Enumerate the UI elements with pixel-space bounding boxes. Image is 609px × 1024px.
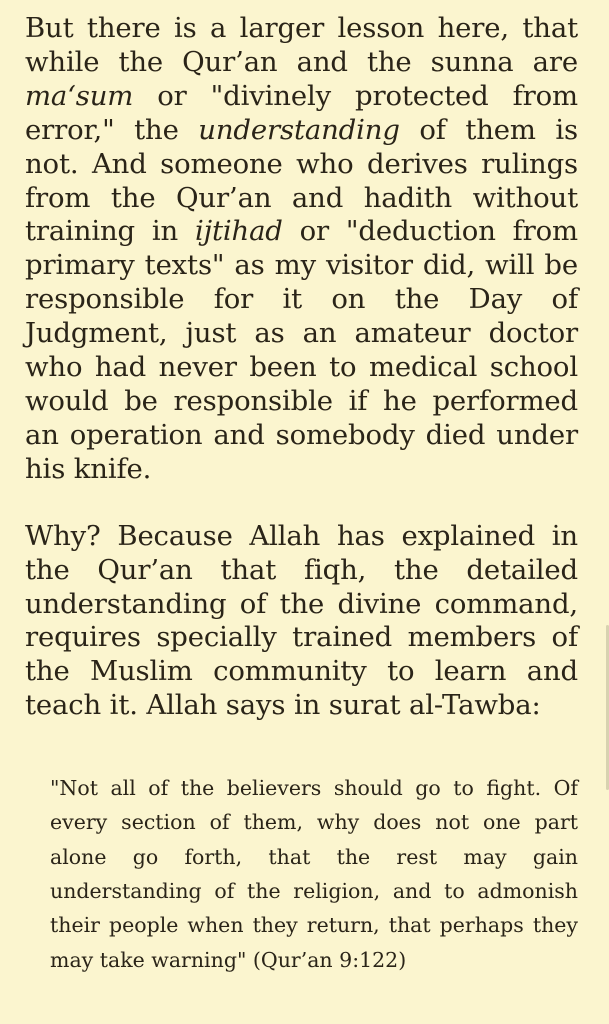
term-masum: ma‘sum bbox=[25, 79, 134, 112]
paragraph-1-text-a: But there is a larger lesson here, that while the Qur’an and the sunna are bbox=[25, 12, 578, 78]
paragraph-2: Why? Because Allah has explained in the Qur’an that fiqh, the detailed understanding of the divine command, requires specially trained members of the Muslim community to learn and teach it. Allah says in surat al-Tawba: bbox=[25, 519, 578, 722]
paragraph-1 bbox=[25, 12, 578, 487]
paragraph-1-text-c: or "divinely protected from error," the bbox=[25, 79, 578, 146]
paragraph-1-text-e: of them is not. And someone who derives rulings from the Qur’an and hadith without training in bbox=[25, 113, 578, 248]
paragraph-1-text-g: or "deduction from primary texts" as my visitor did, will be responsible for it on the Day of Judgment, just as an amateur doctor who had never been to medical school would be responsible if he performed an operation and somebody died under his knife. bbox=[25, 215, 578, 485]
term-understanding: understanding bbox=[198, 113, 400, 146]
reader-content bbox=[25, 12, 578, 977]
block-quote: "Not all of the believers should go to fight. Of every section of them, why does not one part alone go forth, that the rest may gain understanding of the religion, and to admonish their people when they return, that perhaps they may take warning" (Qur’an 9:122) bbox=[50, 776, 578, 972]
term-ijtihad: ijtihad bbox=[194, 215, 283, 248]
